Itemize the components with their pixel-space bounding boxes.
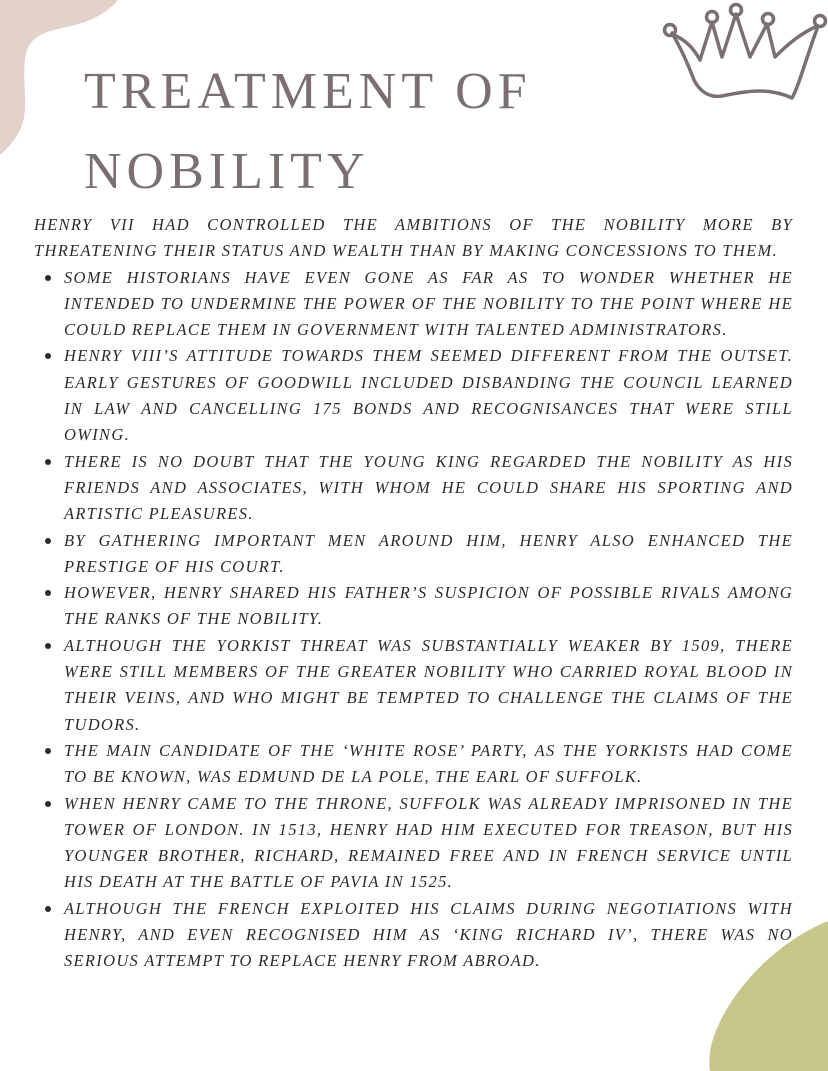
body-content [34, 212, 793, 975]
list-item: THE MAIN CANDIDATE OF THE ‘WHITE ROSE’ PARTY, AS THE YORKISTS HAD COME TO BE KNOWN, WAS EDMUND DE LA POLE, THE EARL OF SUFFOLK. [64, 738, 793, 791]
list-item: ALTHOUGH THE YORKIST THREAT WAS SUBSTANTIALLY WEAKER BY 1509, THERE WERE STILL MEMBERS OF THE GREATER NOBILITY WHO CARRIED ROYAL BLOOD IN THEIR VEINS, AND WHO MIGHT BE TEMPTED TO CHALLENGE THE CLAIMS OF THE TUDORS. [64, 633, 793, 738]
title-line-1: TREATMENT OF [84, 63, 532, 120]
page-title [84, 52, 532, 212]
bullet-list [34, 265, 793, 975]
list-item: BY GATHERING IMPORTANT MEN AROUND HIM, HENRY ALSO ENHANCED THE PRESTIGE OF HIS COURT. [64, 528, 793, 581]
list-item: ALTHOUGH THE FRENCH EXPLOITED HIS CLAIMS DURING NEGOTIATIONS WITH HENRY, AND EVEN RECOGNISED HIM AS ‘KING RICHARD IV’, THERE WAS NO SERIOUS ATTEMPT TO REPLACE HENRY FROM ABROAD. [64, 896, 793, 975]
crown-icon [660, 2, 828, 102]
decorative-blob-bottom-right [698, 921, 828, 1071]
list-item: WHEN HENRY CAME TO THE THRONE, SUFFOLK WAS ALREADY IMPRISONED IN THE TOWER OF LONDON. IN 1513, HENRY HAD HIM EXECUTED FOR TREASON, BUT HIS YOUNGER BROTHER, RICHARD, REMAINED FREE AND IN FRENCH SERVICE UNTIL HIS DEATH AT THE BATTLE OF PAVIA IN 1525. [64, 791, 793, 896]
list-item: HOWEVER, HENRY SHARED HIS FATHER’S SUSPICION OF POSSIBLE RIVALS AMONG THE RANKS OF THE NOBILITY. [64, 580, 793, 633]
list-item: THERE IS NO DOUBT THAT THE YOUNG KING REGARDED THE NOBILITY AS HIS FRIENDS AND ASSOCIATES, WITH WHOM HE COULD SHARE HIS SPORTING AND ARTISTIC PLEASURES. [64, 449, 793, 528]
list-item: SOME HISTORIANS HAVE EVEN GONE AS FAR AS TO WONDER WHETHER HE INTENDED TO UNDERMINE THE POWER OF THE NOBILITY TO THE POINT WHERE HE COULD REPLACE THEM IN GOVERNMENT WITH TALENTED ADMINISTRATORS. [64, 265, 793, 344]
title-line-2: NOBILITY [84, 143, 370, 200]
intro-paragraph: HENRY VII HAD CONTROLLED THE AMBITIONS OF THE NOBILITY MORE BY THREATENING THEIR STATUS AND WEALTH THAN BY MAKING CONCESSIONS TO THEM. [34, 215, 793, 261]
list-item: HENRY VIII’S ATTITUDE TOWARDS THEM SEEMED DIFFERENT FROM THE OUTSET. EARLY GESTURES OF GOODWILL INCLUDED DISBANDING THE COUNCIL LEARNED IN LAW AND CANCELLING 175 BONDS AND RECOGNISANCES THAT WERE STILL OWING. [64, 343, 793, 448]
